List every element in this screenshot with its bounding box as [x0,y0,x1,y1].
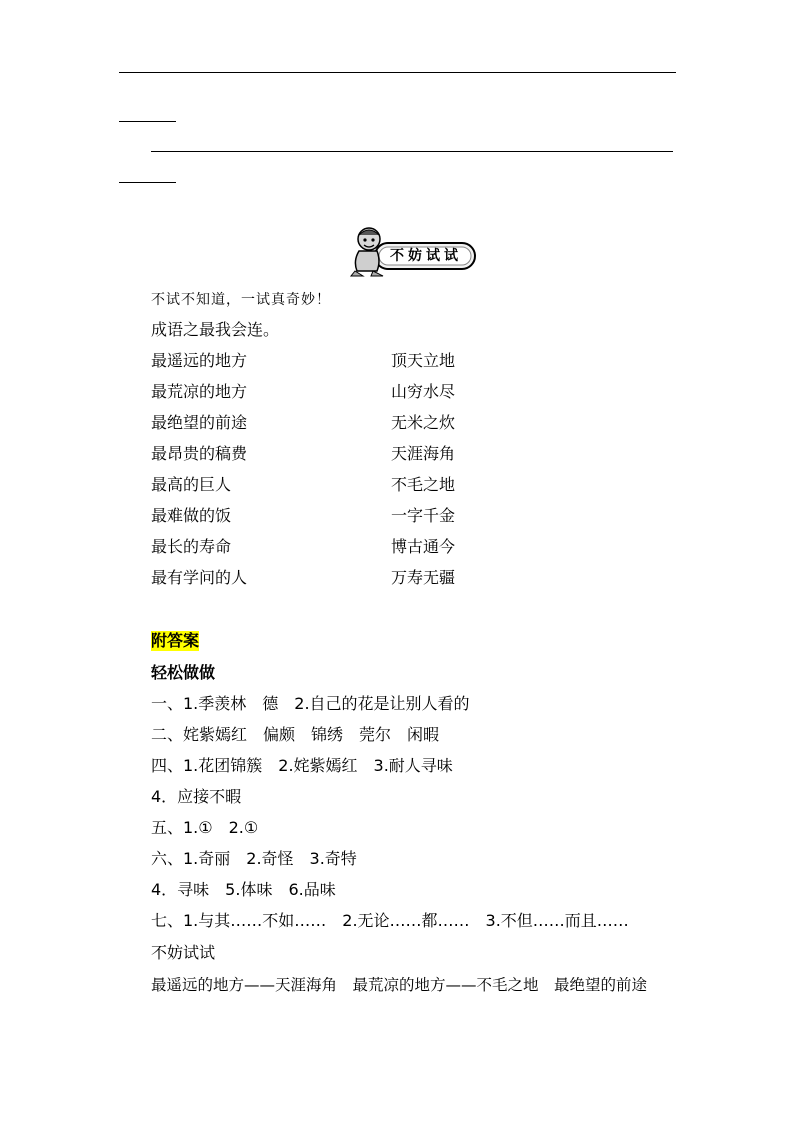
match-left-item: 最昂贵的稿费 [151,444,248,463]
answer-line: 四、1.花团锦簇 2.姹紫嫣红 3.耐人寻味 [151,756,453,775]
blank-line-short-1 [119,121,176,122]
answer-line: 4．应接不暇 [151,787,242,806]
match-right-item: 一字千金 [391,506,456,525]
answers-section-title: 轻松做做 [151,663,216,682]
match-left-item: 最遥远的地方 [151,351,248,370]
match-right-item: 万寿无疆 [391,568,456,587]
answer-line: 4．寻味 5.体味 6.品味 [151,880,336,899]
answers-section-title: 不妨试试 [151,943,216,962]
match-right-item: 天涯海角 [391,444,456,463]
try-it-banner [347,225,477,277]
blank-line-short-2 [119,182,176,183]
match-right-item: 博古通今 [391,537,456,556]
answer-line: 二、姹紫嫣红 偏颇 锦绣 莞尔 闲暇 [151,725,440,744]
answer-line: 一、1.季羡林 德 2.自己的花是让别人看的 [151,694,470,713]
intro-text: 不试不知道，一试真奇妙！ [151,292,331,308]
match-left-item: 最有学问的人 [151,568,248,587]
match-right-item: 顶天立地 [391,351,456,370]
match-left-item: 最高的巨人 [151,475,232,494]
task-text: 成语之最我会连。 [151,320,280,339]
match-left-item: 最难做的饭 [151,506,232,525]
answer-line: 六、1.奇丽 2.奇怪 3.奇特 [151,849,357,868]
match-left-item: 最绝望的前途 [151,413,248,432]
match-right-item: 山穷水尽 [391,382,456,401]
match-left-item: 最荒凉的地方 [151,382,248,401]
answer-line: 七、1.与其……不如…… 2.无论……都…… 3.不但……而且…… [151,911,629,930]
header-rule [119,72,676,73]
match-right-item: 无米之炊 [391,413,456,432]
answers-heading: 附答案 [151,631,200,650]
answer-line: 五、1.① 2.① [151,818,259,837]
blank-line-long [151,151,673,152]
match-right-item: 不毛之地 [391,475,456,494]
answer-line: 最遥远的地方——天涯海角 最荒凉的地方——不毛之地 最绝望的前途 [151,976,648,994]
banner-title: 不妨试试 [390,248,462,264]
match-left-item: 最长的寿命 [151,537,232,556]
